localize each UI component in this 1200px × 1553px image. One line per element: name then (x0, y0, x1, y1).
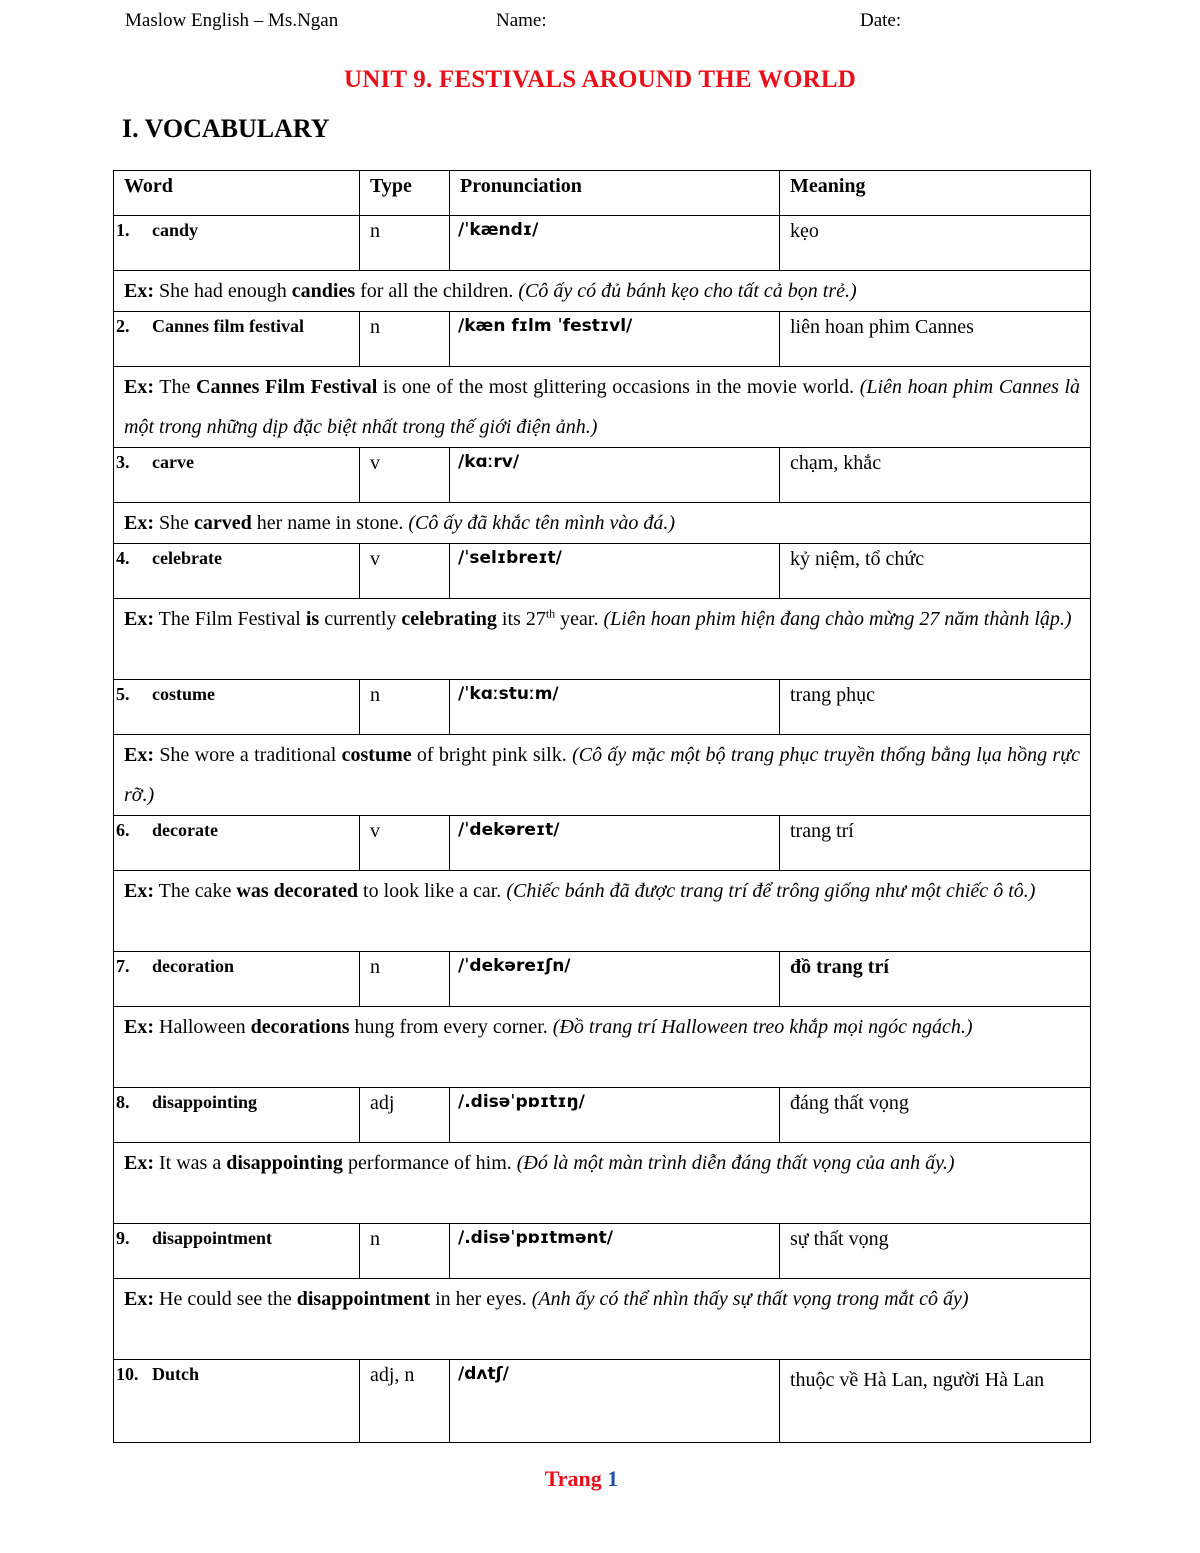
word-text: Cannes film festival (152, 316, 304, 336)
example-cell (114, 599, 1091, 680)
table-row (114, 448, 1091, 503)
example-row (114, 735, 1091, 816)
page-footer (0, 1466, 1163, 1492)
ex-label: Ex: (124, 1152, 154, 1174)
ex-translation: (Liên hoan phim hiện đang chào mừng 27 năm thành lập.) (603, 608, 1072, 630)
header-word: Word (114, 171, 360, 216)
meaning-cell: kỷ niệm, tổ chức (780, 544, 1091, 599)
page-header (0, 10, 1200, 36)
ex-translation: (Cô ấy mặc một bộ trang phục truyền thống bằng lụa hồng rực rỡ.) (124, 744, 1080, 806)
example-cell (114, 735, 1091, 816)
word-cell (114, 680, 360, 735)
unit-title: UNIT 9. FESTIVALS AROUND THE WORLD (343, 66, 857, 93)
meaning-cell: thuộc về Hà Lan, người Hà Lan (780, 1360, 1091, 1443)
example-row (114, 599, 1091, 680)
word-number: 2. (116, 316, 130, 336)
ex-post: of bright pink silk. (416, 744, 567, 766)
word-cell (114, 312, 360, 367)
ex-highlight: candies (291, 280, 356, 302)
word-number: 5. (116, 684, 130, 704)
example-cell (114, 271, 1091, 312)
ex-label: Ex: (124, 1288, 154, 1310)
word-number: 4. (116, 548, 130, 568)
word-number: 1. (116, 220, 130, 240)
pronunciation-cell: /ˈselɪbreɪt/ (450, 544, 780, 599)
ex-post-2: year. (560, 608, 599, 630)
type-cell: adj (360, 1088, 450, 1143)
ex-pre: Halloween (159, 1016, 246, 1038)
table-row (114, 1360, 1091, 1443)
pronunciation-cell: /ˈdekəreɪt/ (450, 816, 780, 871)
meaning-cell: trang phục (780, 680, 1091, 735)
table-row (114, 216, 1091, 271)
pronunciation-cell: /ˈdekəreɪʃn/ (450, 952, 780, 1007)
table-row (114, 816, 1091, 871)
table-row (114, 544, 1091, 599)
word-cell (114, 1360, 360, 1443)
meaning-cell: sự thất vọng (780, 1224, 1091, 1279)
example-row (114, 1143, 1091, 1224)
pronunciation-cell: /ˈkɑːstuːm/ (450, 680, 780, 735)
word-text: costume (152, 684, 215, 704)
ex-mid: currently (324, 608, 397, 630)
meaning-cell: chạm, khắc (780, 448, 1091, 503)
ex-pre: He could see the (159, 1288, 292, 1310)
word-text: celebrate (152, 548, 222, 568)
ex-pre: It was a (159, 1152, 222, 1174)
pronunciation-cell: /dʌtʃ/ (450, 1360, 780, 1443)
word-cell (114, 1088, 360, 1143)
ex-pre: She wore a traditional (159, 744, 337, 766)
type-cell: n (360, 312, 450, 367)
pronunciation-cell: /.disəˈpɒɪtɪŋ/ (450, 1088, 780, 1143)
meaning-cell: liên hoan phim Cannes (780, 312, 1091, 367)
header-pronunciation: Pronunciation (450, 171, 780, 216)
ex-post: for all the children. (360, 280, 514, 302)
word-cell (114, 952, 360, 1007)
example-row (114, 871, 1091, 952)
type-cell: adj, n (360, 1360, 450, 1443)
word-number: 8. (116, 1092, 130, 1112)
type-cell: v (360, 816, 450, 871)
pronunciation-cell: /kɑːrv/ (450, 448, 780, 503)
word-text: candy (152, 220, 199, 240)
header-type: Type (360, 171, 450, 216)
word-number: 6. (116, 820, 130, 840)
example-cell (114, 871, 1091, 952)
ex-highlight: is (305, 608, 320, 630)
ex-post: in her eyes. (435, 1288, 527, 1310)
section-title: I. VOCABULARY (122, 114, 330, 143)
ex-post: to look like a car. (363, 880, 502, 902)
type-cell: n (360, 1224, 450, 1279)
ex-label: Ex: (124, 512, 154, 534)
ex-label: Ex: (124, 1016, 154, 1038)
ex-highlight: was decorated (236, 880, 359, 902)
word-text: decoration (152, 956, 234, 976)
word-number: 9. (116, 1228, 130, 1248)
ex-pre: She had enough (159, 280, 287, 302)
word-cell (114, 448, 360, 503)
meaning-cell: kẹo (780, 216, 1091, 271)
word-text: disappointing (152, 1092, 258, 1112)
word-number: 7. (116, 956, 130, 976)
type-cell: n (360, 216, 450, 271)
ex-pre: The Film Festival (158, 608, 301, 630)
pronunciation-cell: /.disəˈpɒɪtmənt/ (450, 1224, 780, 1279)
word-number: 10. (116, 1364, 139, 1384)
ex-translation: (Cô ấy có đủ bánh kẹo cho tất cả bọn trẻ.) (518, 280, 857, 302)
type-cell: v (360, 448, 450, 503)
ex-post: is one of the most glittering occasions in the movie world. (382, 376, 855, 398)
example-row (114, 1007, 1091, 1088)
ex-label: Ex: (124, 280, 154, 302)
word-cell (114, 1224, 360, 1279)
ex-highlight-2: celebrating (401, 608, 497, 630)
meaning-cell: trang trí (780, 816, 1091, 871)
example-cell (114, 1007, 1091, 1088)
table-header-row (114, 171, 1091, 216)
table-row (114, 680, 1091, 735)
ex-highlight: carved (194, 512, 252, 534)
meaning-cell: đáng thất vọng (780, 1088, 1091, 1143)
ex-post: her name in stone. (256, 512, 404, 534)
example-cell (114, 503, 1091, 544)
footer-label: Trang (544, 1466, 602, 1491)
ex-label: Ex: (124, 608, 154, 630)
header-school: Maslow English – Ms.Ngan (125, 10, 339, 31)
ex-highlight: disappointment (296, 1288, 431, 1310)
example-cell (114, 367, 1091, 448)
ex-pre: The cake (158, 880, 232, 902)
ex-post: its 27 (501, 608, 546, 630)
ex-translation: (Cô ấy đã khắc tên mình vào đá.) (408, 512, 675, 534)
word-text: Dutch (152, 1364, 200, 1384)
table-row (114, 1088, 1091, 1143)
example-row (114, 1279, 1091, 1360)
table-row (114, 312, 1091, 367)
ex-highlight: decorations (250, 1016, 350, 1038)
word-cell (114, 816, 360, 871)
table-row (114, 1224, 1091, 1279)
ex-translation: (Đồ trang trí Halloween treo khắp mọi ngóc ngách.) (552, 1016, 973, 1038)
type-cell: n (360, 952, 450, 1007)
example-cell (114, 1279, 1091, 1360)
ex-label: Ex: (124, 744, 154, 766)
ex-translation: (Đó là một màn trình diễn đáng thất vọng của anh ấy.) (516, 1152, 955, 1174)
word-cell (114, 216, 360, 271)
word-text: disappointment (152, 1228, 273, 1248)
example-row (114, 367, 1091, 448)
header-date-label: Date: (860, 10, 902, 31)
example-row (114, 271, 1091, 312)
ex-highlight: disappointing (226, 1152, 343, 1174)
ex-pre: She (159, 512, 189, 534)
ex-highlight: Cannes Film Festival (196, 376, 378, 398)
example-row (114, 503, 1091, 544)
pronunciation-cell: /kæn fɪlm ˈfestɪvl/ (450, 312, 780, 367)
ex-highlight: costume (341, 744, 412, 766)
word-number: 3. (116, 452, 130, 472)
ex-pre: The (159, 376, 191, 398)
pronunciation-cell: /ˈkændɪ/ (450, 216, 780, 271)
ex-superscript: th (545, 606, 556, 621)
ex-label: Ex: (124, 880, 154, 902)
ex-label: Ex: (124, 376, 154, 398)
word-cell (114, 544, 360, 599)
header-meaning: Meaning (780, 171, 1091, 216)
type-cell: n (360, 680, 450, 735)
ex-post: performance of him. (347, 1152, 512, 1174)
word-text: carve (152, 452, 194, 472)
table-row (114, 952, 1091, 1007)
word-text: decorate (152, 820, 218, 840)
example-cell (114, 1143, 1091, 1224)
ex-translation: (Liên hoan phim Cannes là một trong những dịp đặc biệt nhất trong thế giới điện ảnh.) (124, 376, 1081, 438)
type-cell: v (360, 544, 450, 599)
ex-translation: (Chiếc bánh đã được trang trí để trông giống như một chiếc ô tô.) (506, 880, 1036, 902)
ex-post: hung from every corner. (354, 1016, 548, 1038)
meaning-cell: đồ trang trí (780, 952, 1091, 1007)
vocabulary-table (113, 170, 1091, 1443)
page-number: 1 (607, 1466, 619, 1491)
ex-translation: (Anh ấy có thể nhìn thấy sự thất vọng trong mắt cô ấy) (531, 1288, 969, 1310)
header-name-label: Name: (496, 10, 547, 31)
